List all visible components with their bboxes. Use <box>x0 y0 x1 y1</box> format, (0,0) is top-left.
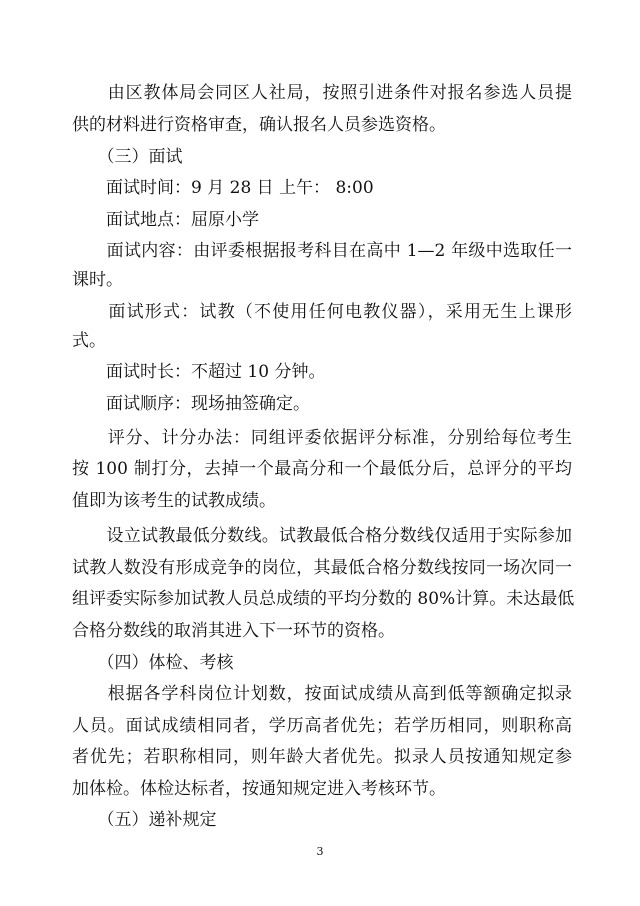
paragraph-line: 面试时间：9 月 28 日 上午： 8:00 <box>72 178 374 198</box>
paragraph-line: 供的材料进行资格审查，确认报名人员参选资格。 <box>72 115 446 135</box>
paragraph-line: 按 100 制打分，去掉一个最高分和一个最低分后，总评分的平均 <box>72 459 572 479</box>
paragraph-line: 面试顺序：现场抽签确定。 <box>72 394 310 414</box>
paragraph-line: 组评委实际参加试教人员总成绩的平均分数的 80%计算。未达最低 <box>72 589 575 609</box>
paragraph-line: 设立试教最低分数线。试教最低合格分数线仅适用于实际参加 <box>72 526 572 546</box>
paragraph-line: 由区教体局会同区人社局，按照引进条件对报名参选人员提 <box>72 83 572 103</box>
section-heading: （三）面试 <box>72 147 183 167</box>
section-heading: （五）递补规定 <box>72 810 217 830</box>
paragraph-line: 人员。面试成绩相同者，学历高者优先；若学历相同，则职称高 <box>72 716 572 736</box>
paragraph-line: 值即为该考生的试教成绩。 <box>72 491 276 511</box>
paragraph-line: 面试地点：屈原小学 <box>72 210 259 230</box>
paragraph-line: 合格分数线的取消其进入下一环节的资格。 <box>72 621 395 641</box>
section-heading: （四）体检、考核 <box>72 653 234 673</box>
paragraph-line: 评分、计分办法：同组评委依据评分标准，分别给每位考生 <box>72 428 572 448</box>
paragraph-line: 试教人数没有形成竞争的岗位，其最低合格分数线按同一场次同一 <box>72 558 572 578</box>
page-number: 3 <box>316 845 324 858</box>
paragraph-line: 者优先；若职称相同，则年龄大者优先。拟录人员按通知规定参 <box>72 747 572 767</box>
paragraph-line: 面试时长：不超过 10 分钟。 <box>72 362 326 382</box>
paragraph-line: 式。 <box>72 331 106 351</box>
paragraph-line: 加体检。体检达标者，按通知规定进入考核环节。 <box>72 779 446 799</box>
paragraph-line: 根据各学科岗位计划数，按面试成绩从高到低等额确定拟录 <box>72 684 572 704</box>
paragraph-line: 面试内容：由评委根据报考科目在高中 1—2 年级中选取任一 <box>72 241 572 261</box>
paragraph-line: 课时。 <box>72 270 123 290</box>
paragraph-line: 面试形式：试教（不使用任何电教仪器），采用无生上课形 <box>72 302 572 322</box>
